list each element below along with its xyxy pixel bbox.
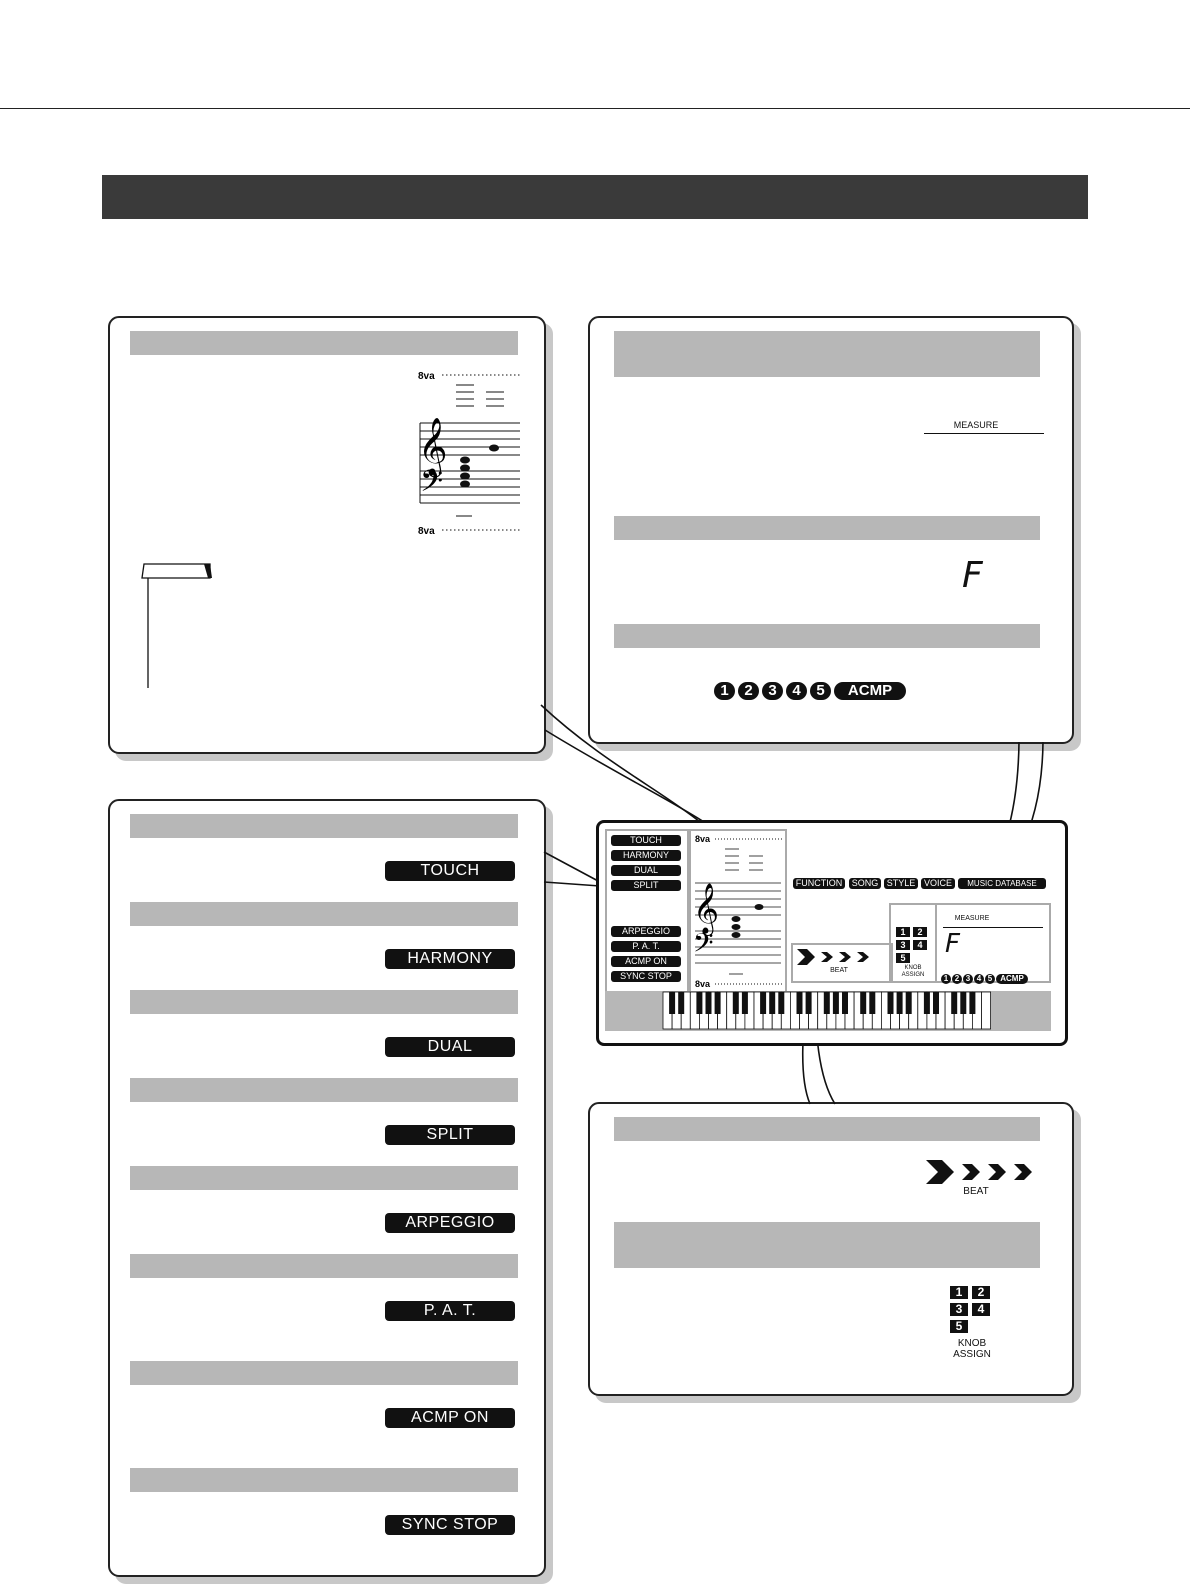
acmp-indicator: ACMP: [834, 682, 906, 700]
black-key: [897, 992, 903, 1014]
measure-label: MEASURE: [953, 420, 999, 430]
lcd-8va-top: 8va: [695, 834, 711, 844]
lcd-knob-assign-label: [891, 965, 935, 979]
lcd-split: SPLIT: [611, 880, 681, 891]
black-key: [860, 992, 866, 1014]
knob-label-line1: KNOB: [957, 1338, 987, 1349]
svg-text:𝄞: 𝄞: [693, 883, 720, 934]
lcd-touch: TOUCH: [611, 835, 681, 846]
lcd-arpeggio: ARPEGGIO: [611, 926, 681, 937]
harmony-label: HARMONY: [385, 949, 515, 969]
staff-8va-top: 8va: [418, 371, 435, 382]
lcd-beat-arrows-icon: [797, 948, 887, 966]
knob-4: 4: [972, 1303, 990, 1316]
black-key: [678, 992, 684, 1014]
lcd-beat-label: BEAT: [830, 967, 848, 974]
acmp-on-label: ACMP ON: [385, 1408, 515, 1428]
track-1-indicator: 1: [714, 682, 735, 700]
lcd-knob-frame: [889, 903, 937, 983]
lcd-acmp-on: ACMP ON: [611, 956, 681, 967]
knob-3: 3: [950, 1303, 968, 1316]
black-key: [951, 992, 957, 1014]
measure-glyph: F: [962, 555, 983, 596]
lcd-knob-4: 4: [913, 940, 927, 950]
black-key: [888, 992, 894, 1014]
lcd-knob-1: 1: [896, 927, 910, 937]
lcd-sync-stop: SYNC STOP: [611, 971, 681, 982]
lcd-knob-2: 2: [913, 927, 927, 937]
bass-clef-icon: 𝄢: [420, 465, 444, 506]
lcd-status-column: [605, 829, 689, 993]
tab-music-database: MUSIC DATABASE: [958, 878, 1046, 889]
black-key: [769, 992, 775, 1014]
tab-voice: VOICE: [921, 878, 955, 889]
lcd-track-4: 4: [974, 974, 984, 984]
black-key: [960, 992, 966, 1014]
lcd-staff: [691, 831, 785, 991]
beat-label: BEAT: [963, 1186, 989, 1197]
knob-label-line2: ASSIGN: [953, 1349, 991, 1360]
lcd-measure-label: MEASURE: [954, 915, 990, 922]
black-key: [778, 992, 784, 1014]
black-key: [733, 992, 739, 1014]
black-key: [797, 992, 803, 1014]
black-key: [933, 992, 939, 1014]
sync-stop-label: SYNC STOP: [385, 1515, 515, 1535]
lcd-staff-frame: [689, 829, 787, 993]
track-3-indicator: 3: [762, 682, 783, 700]
black-key: [842, 992, 848, 1014]
arpeggio-label: ARPEGGIO: [385, 1213, 515, 1233]
lcd-knob-label-line2: ASSIGN: [901, 972, 925, 978]
knob-5: 5: [950, 1320, 968, 1333]
black-key: [824, 992, 830, 1014]
tab-function: FUNCTION: [793, 878, 845, 889]
lcd-track-2: 2: [952, 974, 962, 984]
lcd-beat-frame: [791, 943, 893, 983]
tab-song: SONG: [849, 878, 881, 889]
staff-8va-bottom: 8va: [418, 526, 435, 537]
lcd-track-indicators: [941, 968, 1028, 986]
lcd-8va-bottom: 8va: [695, 979, 711, 989]
black-key: [906, 992, 912, 1014]
black-key: [869, 992, 875, 1014]
lcd-dual: DUAL: [611, 865, 681, 876]
track-5-indicator: 5: [810, 682, 831, 700]
lcd-knob-label-line1: KNOB: [904, 965, 922, 971]
lcd-track-5: 5: [985, 974, 995, 984]
white-key: [982, 992, 991, 1029]
lcd-measure-underline: [943, 927, 1043, 928]
touch-label: TOUCH: [385, 861, 515, 881]
lcd-knob-3: 3: [896, 940, 910, 950]
lcd-track-1: 1: [941, 974, 951, 984]
lcd-knob-5: 5: [896, 953, 910, 963]
knob-1: 1: [950, 1286, 968, 1299]
black-key: [924, 992, 930, 1014]
lcd-measure-frame: [935, 903, 1051, 983]
lcd-acmp: ACMP: [996, 974, 1028, 984]
black-key: [706, 992, 712, 1014]
black-key: [742, 992, 748, 1014]
lcd-keyboard-strip: [605, 991, 1051, 1031]
black-key: [969, 992, 975, 1014]
tab-style: STYLE: [884, 878, 918, 889]
dual-label: DUAL: [385, 1037, 515, 1057]
black-key: [760, 992, 766, 1014]
lcd-measure-glyph: F: [945, 929, 960, 959]
lcd-harmony: HARMONY: [611, 850, 681, 861]
lcd-display-panel: [596, 820, 1068, 1046]
black-key: [806, 992, 812, 1014]
knob-2: 2: [972, 1286, 990, 1299]
keyboard-icon: [605, 991, 1051, 1031]
treble-clef-icon: 𝄞: [418, 417, 448, 475]
black-key: [669, 992, 675, 1014]
lcd-track-3: 3: [963, 974, 973, 984]
black-key: [715, 992, 721, 1014]
track-2-indicator: 2: [738, 682, 759, 700]
lcd-pat: P. A. T.: [611, 941, 681, 952]
svg-text:𝄢: 𝄢: [693, 927, 714, 965]
pat-label: P. A. T.: [385, 1301, 515, 1321]
track-4-indicator: 4: [786, 682, 807, 700]
split-label: SPLIT: [385, 1125, 515, 1145]
black-key: [696, 992, 702, 1014]
black-key: [833, 992, 839, 1014]
